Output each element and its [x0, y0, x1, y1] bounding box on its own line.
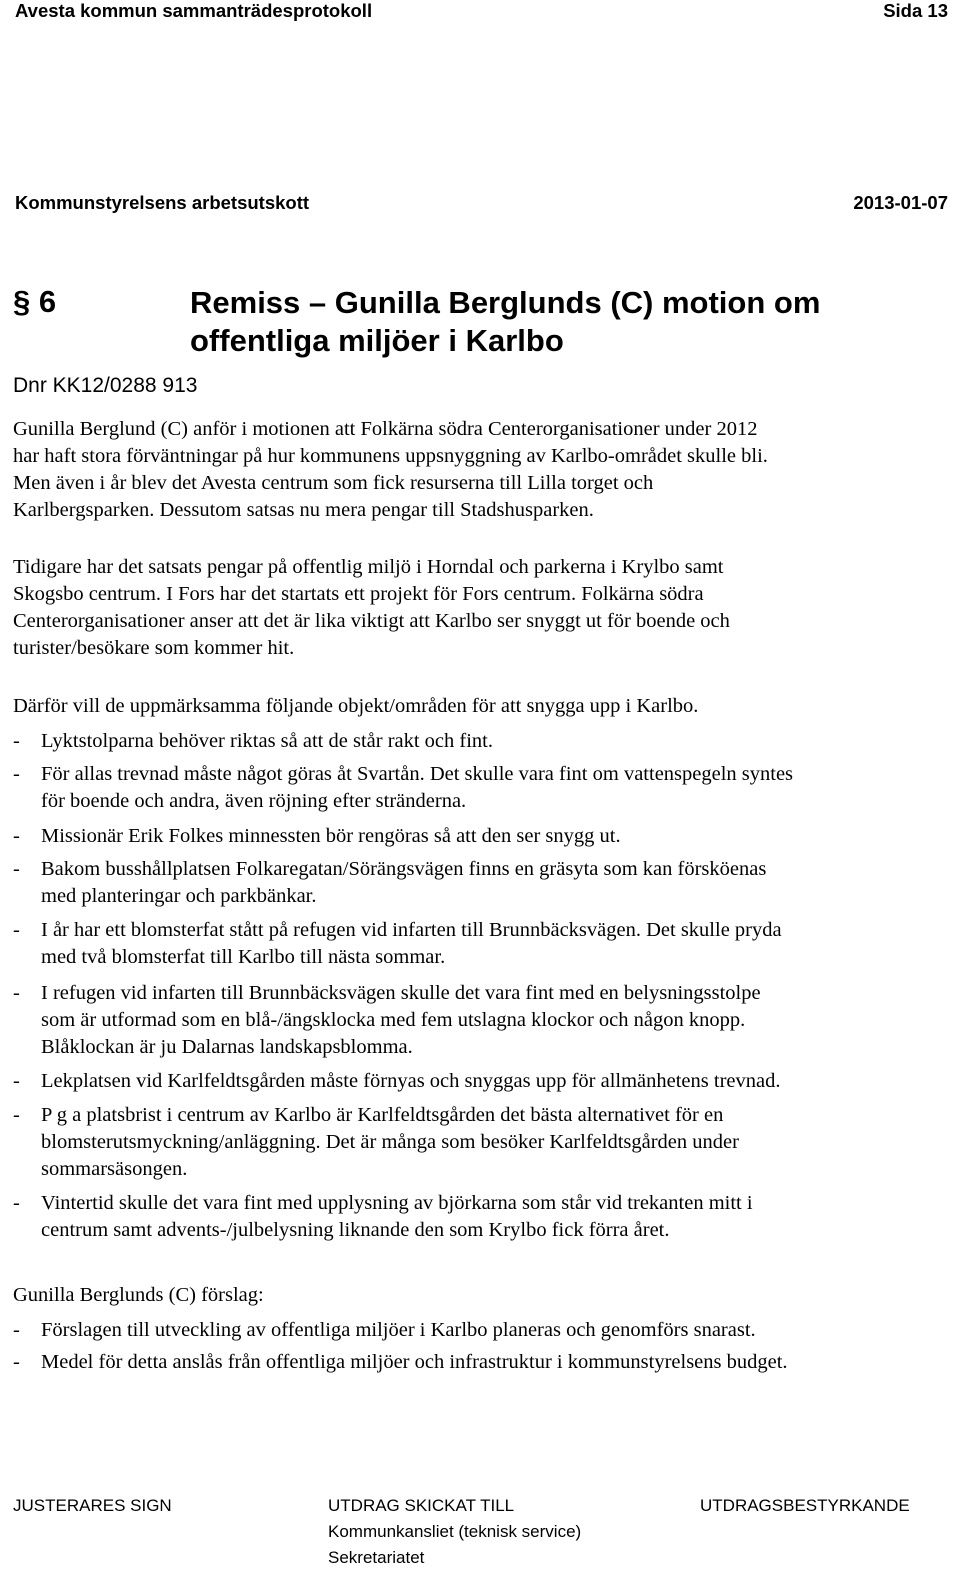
committee-name: Kommunstyrelsens arbetsutskott	[15, 192, 310, 213]
footer-utdrag-label: UTDRAG SKICKAT TILL	[328, 1496, 515, 1515]
bullet-dash: -	[13, 982, 20, 1004]
text-line: med planteringar och parkbänkar.	[41, 885, 317, 907]
text-line: som är utformad som en blå-/ängsklocka med fem utslagna klockor och någon knopp.	[41, 1009, 746, 1031]
bullet-dash: -	[13, 858, 20, 880]
text-line: Tidigare har det satsats pengar på offentlig miljö i Horndal och parkerna i Krylbo samt	[13, 556, 724, 578]
section-number: § 6	[13, 284, 57, 319]
section-title-line-2: offentliga miljöer i Karlbo	[190, 323, 564, 358]
text-line: Lekplatsen vid Karlfeldtsgården måste förnyas och snyggas upp för allmänhetens trevnad.	[41, 1070, 781, 1092]
diary-number: Dnr KK12/0288 913	[13, 374, 198, 397]
bullet-dash: -	[13, 1319, 20, 1341]
bullet-dash: -	[13, 1192, 20, 1214]
page-number: Sida 13	[883, 0, 948, 21]
text-line: Bakom busshållplatsen Folkaregatan/Sörängsvägen finns en gräsyta som kan försköenas	[41, 858, 767, 880]
meeting-date: 2013-01-07	[853, 192, 948, 213]
text-line: Skogsbo centrum. I Fors har det startats ett projekt för Fors centrum. Folkärna södra	[13, 583, 704, 605]
text-line: Men även i år blev det Avesta centrum som fick resurserna till Lilla torget och	[13, 472, 654, 494]
text-line: Karlbergsparken. Dessutom satsas nu mera pengar till Stadshusparken.	[13, 499, 594, 521]
section-title	[190, 284, 820, 360]
text-line: Lyktstolparna behöver riktas så att de står rakt och fint.	[41, 730, 494, 752]
text-line: För allas trevnad måste något göras åt Svartån. Det skulle vara fint om vattenspegeln syntes	[41, 763, 794, 785]
bullet-dash: -	[13, 825, 20, 847]
document-header-title: Avesta kommun sammanträdesprotokoll	[15, 0, 373, 21]
section-title-line-1: Remiss – Gunilla Berglunds (C) motion om	[190, 285, 821, 320]
text-line: Missionär Erik Folkes minnessten bör rengöras så att den ser snygg ut.	[41, 825, 621, 847]
text-line: Centerorganisationer anser att det är lika viktigt att Karlbo ser snyggt ut för boende och	[13, 610, 730, 632]
paragraph-2	[13, 554, 730, 662]
bullet-dash: -	[13, 1070, 20, 1092]
text-line: Gunilla Berglund (C) anför i motionen att Folkärna södra Centerorganisationer under 2012	[13, 418, 758, 440]
bullet-dash: -	[13, 730, 20, 752]
bullet-dash: -	[13, 763, 20, 785]
text-line: P g a platsbrist i centrum av Karlbo är Karlfeldtsgården det bästa alternativet för en	[41, 1104, 724, 1126]
text-line: turister/besökare som kommer hit.	[13, 637, 295, 659]
text-line: Medel för detta anslås från offentliga miljöer och infrastruktur i kommunstyrelsens budget.	[41, 1351, 788, 1373]
bullet-dash: -	[13, 919, 20, 941]
text-line: Blåklockan är ju Dalarnas landskapsblomma.	[41, 1036, 413, 1058]
text-line: centrum samt advents-/julbelysning liknande den som Krylbo fick förra året.	[41, 1219, 670, 1241]
footer-utdragsbestyrkande: UTDRAGSBESTYRKANDE	[700, 1496, 910, 1515]
text-line: blomsterutsmyckning/anläggning. Det är många som besöker Karlfeldtsgården under	[41, 1131, 739, 1153]
text-line: I refugen vid infarten till Brunnbäcksvägen skulle det vara fint med en belysningsstolpe	[41, 982, 761, 1004]
text-line: för boende och andra, även röjning efter stränderna.	[41, 790, 467, 812]
bullet-dash: -	[13, 1104, 20, 1126]
intro-text: Därför vill de uppmärksamma följande objekt/områden för att snygga upp i Karlbo.	[13, 695, 699, 717]
proposal-heading: Gunilla Berglunds (C) förslag:	[13, 1284, 264, 1306]
text-line: med två blomsterfat till Karlbo till nästa sommar.	[41, 946, 446, 968]
text-line: Förslagen till utveckling av offentliga miljöer i Karlbo planeras och genomförs snarast.	[41, 1319, 756, 1341]
footer-utdrag-recipient: Sekretariatet	[328, 1548, 425, 1567]
text-line: I år har ett blomsterfat stått på refugen vid infarten till Brunnbäcksvägen. Det skulle pryda	[41, 919, 782, 941]
paragraph-1	[13, 416, 768, 524]
text-line: har haft stora förväntningar på hur kommunens uppsnyggning av Karlbo-området skulle bli.	[13, 445, 768, 467]
footer-utdrag-recipient: Kommunkansliet (teknisk service)	[328, 1522, 582, 1541]
footer-justerares-sign: JUSTERARES SIGN	[13, 1496, 172, 1515]
text-line: sommarsäsongen.	[41, 1158, 188, 1180]
text-line: Vintertid skulle det vara fint med upplysning av björkarna som står vid trekanten mitt i	[41, 1192, 753, 1214]
bullet-dash: -	[13, 1351, 20, 1373]
